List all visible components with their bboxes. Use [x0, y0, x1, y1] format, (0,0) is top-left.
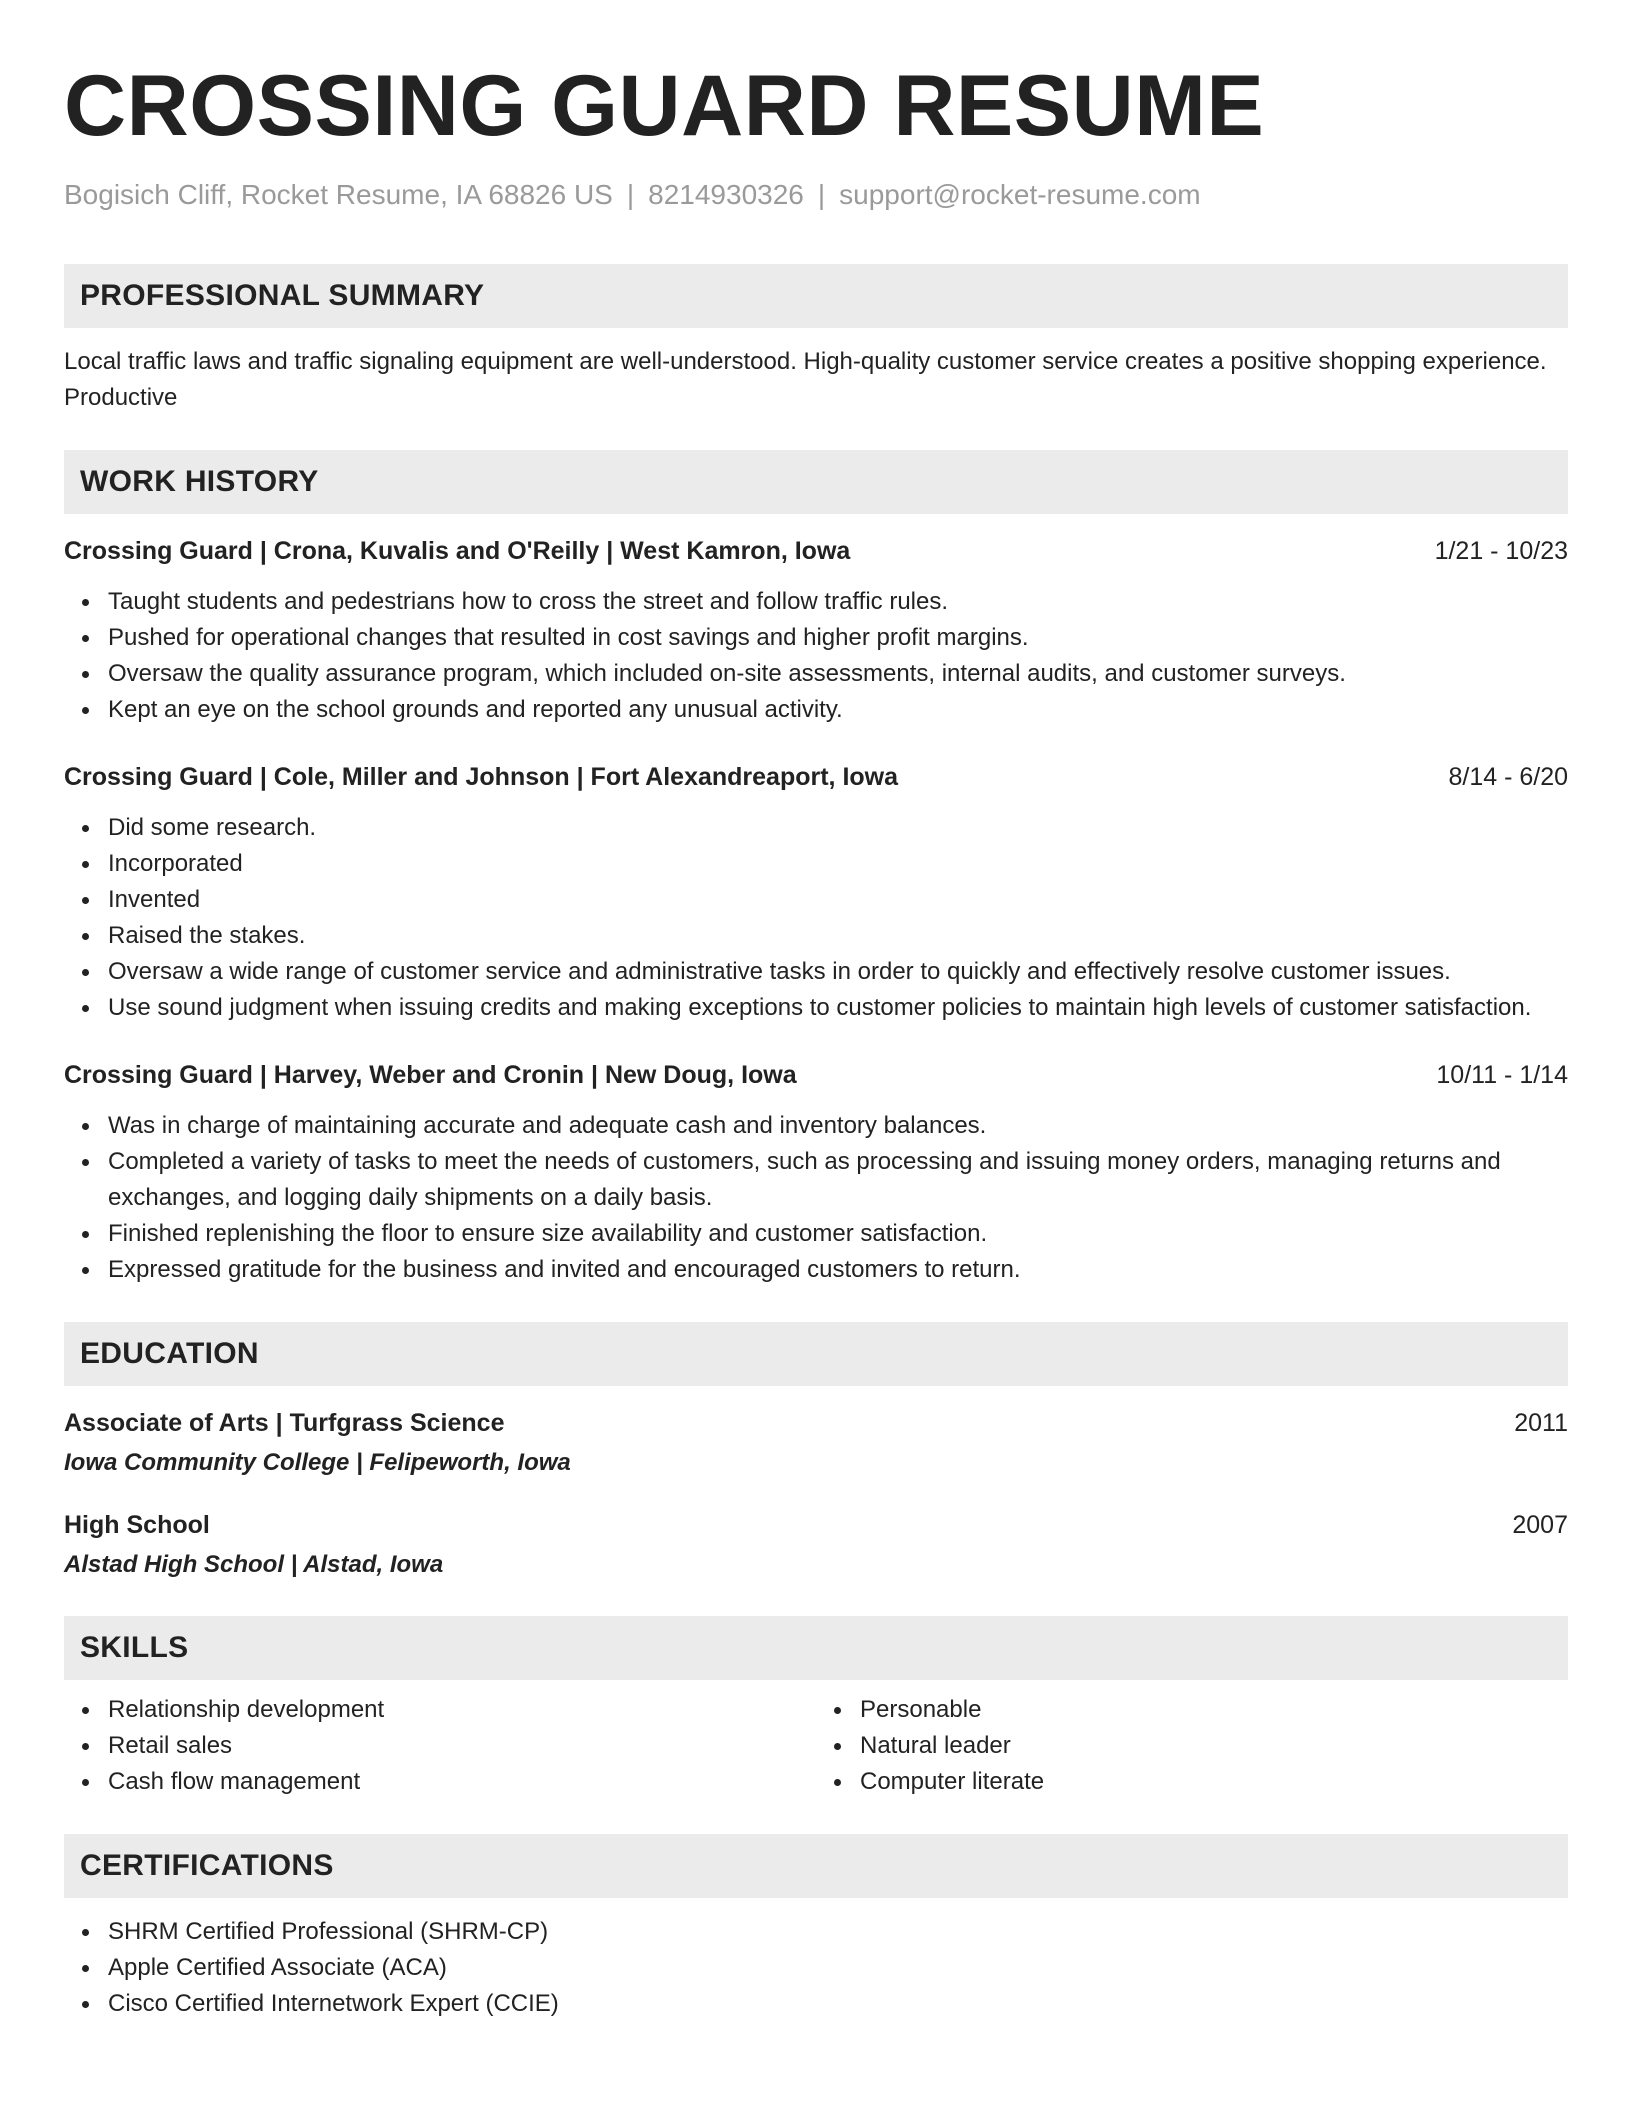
contact-line	[64, 178, 1568, 212]
job-bullets	[64, 584, 1568, 728]
education-year: 2007	[1512, 1511, 1568, 1539]
education-school: Alstad High School | Alstad, Iowa	[64, 1551, 444, 1578]
resume-title: CROSSING GUARD RESUME	[64, 58, 1265, 154]
job-bullet: Oversaw the quality assurance program, which included on-site assessments, internal audits, and customer surveys.	[108, 656, 1568, 692]
job-dates: 10/11 - 1/14	[1436, 1061, 1568, 1089]
skills-list-left	[64, 1692, 816, 1800]
education-degree: Associate of Arts | Turfgrass Science	[64, 1409, 505, 1437]
job-bullet: Taught students and pedestrians how to cross the street and follow traffic rules.	[108, 584, 1568, 620]
job-bullet: Did some research.	[108, 810, 1568, 846]
job-bullet: Pushed for operational changes that resulted in cost savings and higher profit margins.	[108, 620, 1568, 656]
job-dates: 1/21 - 10/23	[1434, 537, 1568, 565]
job-entry	[64, 1058, 1568, 1288]
job-entry	[64, 760, 1568, 1026]
job-title: Crossing Guard | Cole, Miller and Johnson | Fort Alexandreaport, Iowa	[64, 763, 899, 791]
certification-item: Apple Certified Associate (ACA)	[108, 1950, 1568, 1986]
job-entry	[64, 534, 1568, 728]
skill-item: Retail sales	[108, 1728, 816, 1764]
certifications-list	[64, 1914, 1568, 2022]
certification-item: Cisco Certified Internetwork Expert (CCIE)	[108, 1986, 1568, 2022]
skills-columns	[64, 1692, 1568, 1800]
job-bullet: Raised the stakes.	[108, 918, 1568, 954]
job-bullet: Invented	[108, 882, 1568, 918]
job-header	[64, 534, 1568, 568]
section-heading-certifications: CERTIFICATIONS	[64, 1834, 1568, 1898]
skill-item: Computer literate	[860, 1764, 1568, 1800]
skills-list-right	[816, 1692, 1568, 1800]
summary-text: Local traffic laws and traffic signaling equipment are well-understood. High-quality customer service creates a positive shopping experience. Productive	[64, 348, 1547, 411]
education-degree: High School	[64, 1511, 210, 1539]
job-bullet: Kept an eye on the school grounds and reported any unusual activity.	[108, 692, 1568, 728]
education-header	[64, 1406, 1568, 1440]
section-heading-work-history: WORK HISTORY	[64, 450, 1568, 514]
skill-item: Personable	[860, 1692, 1568, 1728]
skill-item: Cash flow management	[108, 1764, 816, 1800]
section-heading-summary: PROFESSIONAL SUMMARY	[64, 264, 1568, 328]
job-bullets	[64, 810, 1568, 1026]
job-bullet: Expressed gratitude for the business and invited and encouraged customers to return.	[108, 1252, 1568, 1288]
contact-address: Bogisich Cliff, Rocket Resume, IA 68826 US	[64, 179, 613, 210]
education-school: Iowa Community College | Felipeworth, Iowa	[64, 1449, 571, 1476]
job-bullet: Use sound judgment when issuing credits and making exceptions to customer policies to maintain high levels of customer satisfaction.	[108, 990, 1568, 1026]
contact-separator: |	[817, 179, 826, 210]
education-year: 2011	[1514, 1409, 1568, 1437]
section-heading-education: EDUCATION	[64, 1322, 1568, 1386]
education-entry	[64, 1508, 1568, 1582]
job-bullet: Was in charge of maintaining accurate and adequate cash and inventory balances.	[108, 1108, 1568, 1144]
skill-item: Relationship development	[108, 1692, 816, 1728]
job-header	[64, 760, 1568, 794]
job-bullet: Finished replenishing the floor to ensure size availability and customer satisfaction.	[108, 1216, 1568, 1252]
job-dates: 8/14 - 6/20	[1448, 763, 1568, 791]
job-title: Crossing Guard | Harvey, Weber and Cronin | New Doug, Iowa	[64, 1061, 797, 1089]
job-bullet: Oversaw a wide range of customer service and administrative tasks in order to quickly and effectively resolve customer issues.	[108, 954, 1568, 990]
skill-item: Natural leader	[860, 1728, 1568, 1764]
education-entry	[64, 1406, 1568, 1480]
section-heading-skills: SKILLS	[64, 1616, 1568, 1680]
job-bullet: Completed a variety of tasks to meet the needs of customers, such as processing and issuing money orders, managing returns and exchanges, and logging daily shipments on a daily basis.	[108, 1144, 1568, 1216]
contact-email: support@rocket-resume.com	[839, 179, 1201, 210]
job-header	[64, 1058, 1568, 1092]
contact-phone: 8214930326	[648, 179, 804, 210]
job-title: Crossing Guard | Crona, Kuvalis and O'Reilly | West Kamron, Iowa	[64, 537, 851, 565]
contact-separator: |	[626, 179, 635, 210]
job-bullets	[64, 1108, 1568, 1288]
education-header	[64, 1508, 1568, 1542]
certification-item: SHRM Certified Professional (SHRM-CP)	[108, 1914, 1568, 1950]
job-bullet: Incorporated	[108, 846, 1568, 882]
